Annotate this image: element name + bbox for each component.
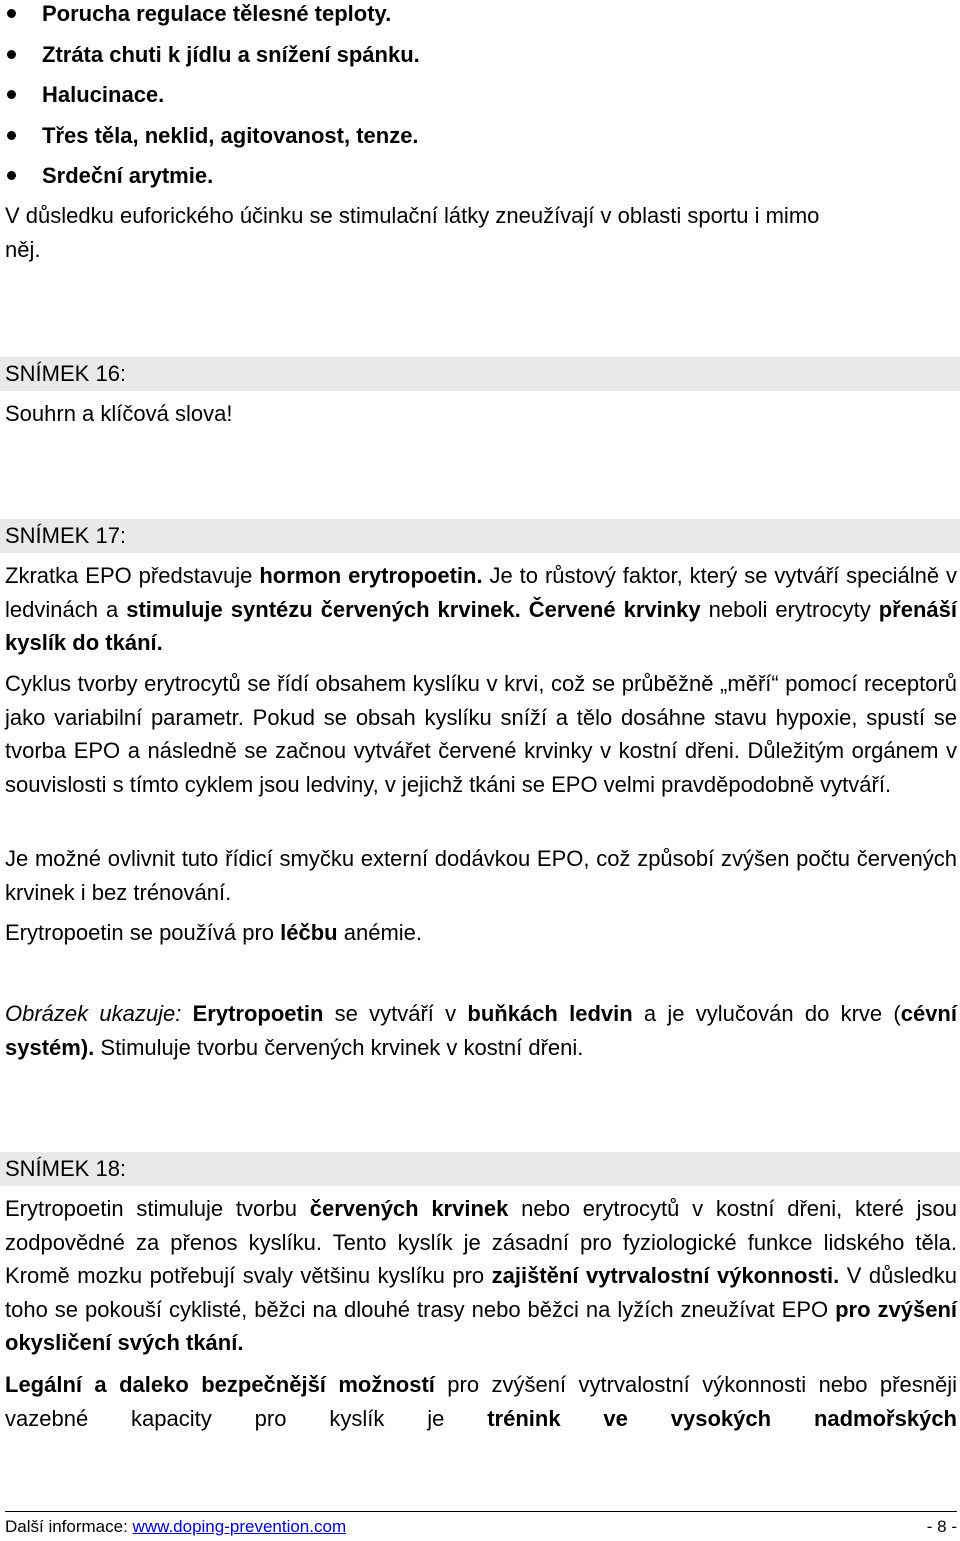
slide-16-heading: SNÍMEK 16:: [0, 357, 960, 391]
footer-label: Další informace:: [5, 1517, 133, 1536]
slide-17-heading: SNÍMEK 17:: [0, 519, 960, 553]
figure-caption: Obrázek ukazuje: Erytropoetin se vytváří v buňkách ledvin a je vylučován do krve (cévní systém). Stimuluje tvorbu červených krvinek v kostní dřeni.: [5, 1001, 957, 1060]
slide-18-paragraph-1: Erytropoetin stimuluje tvorbu červených krvinek nebo erytrocytů v kostní dřeni, které jsou zodpovědné za přenos kyslíku. Tento kyslík je zásadní pro fyziologické funkce lidského těla. Kromě mozku potřebují svaly většinu kyslíku pro zajištění vytrvalostní výkonnosti. V důsledku toho se pokouší cyklisté, běžci na dlouhé trasy nebo běžci na lyžích zneužívat EPO pro zvýšení okysličení svých tkání.: [5, 1196, 957, 1356]
slide-17-paragraph-2: Cyklus tvorby erytrocytů se řídí obsahem kyslíku v krvi, což se průběžně „měří“ pomocí receptorů jako variabilní parametr. Pokud se obsah kyslíku sníží a tělo dosáhne stavu hypoxie, spustí se tvorba EPO a následně se začnou vytvářet červené krvinky v kostní dřeni. Důležitým orgánem v souvislosti s tímto cyklem jsou ledviny, v jejichž tkáni se EPO velmi pravděpodobně vytváří.: [5, 671, 957, 797]
intro-line: něj.: [5, 236, 41, 262]
footer-link[interactable]: www.doping-prevention.com: [132, 1517, 347, 1536]
slide-17-paragraph-3: Je možné ovlivnit tuto řídicí smyčku externí dodávkou EPO, což způsobí zvýšen počtu červených krvinek i bez trénování.: [5, 846, 957, 905]
intro-paragraph: [5, 199, 957, 266]
slide-17-paragraph-1: Zkratka EPO představuje hormon erytropoetin. Je to růstový faktor, který se vytváří speciálně v ledvinách a stimuluje syntézu červených krvinek. Červené krvinky neboli erytrocyty přenáší kyslík do tkání.: [5, 563, 957, 656]
list-item: Ztráta chuti k jídlu a snížení spánku.: [5, 41, 420, 82]
list-item: Porucha regulace tělesné teploty.: [5, 0, 420, 41]
list-item: Halucinace.: [5, 81, 420, 122]
slide-16-text: Souhrn a klíčová slova!: [5, 401, 233, 426]
page-number: - 8 -: [926, 1517, 957, 1536]
slide-18-paragraph-2: Legální a daleko bezpečnější možností pro zvýšení vytrvalostní výkonnosti nebo přesněji vazebné kapacity pro kyslík je trénink ve vysokých nadmořských: [5, 1372, 957, 1431]
slide-18-heading: SNÍMEK 18:: [0, 1152, 960, 1186]
symptom-list: [5, 0, 420, 203]
list-item: Srdeční arytmie.: [5, 162, 420, 203]
footer-divider: [5, 1511, 957, 1512]
intro-line: V důsledku euforického účinku se stimulační látky zneužívají v oblasti sportu i mimo: [5, 203, 820, 228]
slide-17-paragraph-4: Erytropoetin se používá pro léčbu anémie.: [5, 920, 423, 945]
list-item: Třes těla, neklid, agitovanost, tenze.: [5, 122, 420, 163]
page-footer: [5, 1517, 957, 1537]
